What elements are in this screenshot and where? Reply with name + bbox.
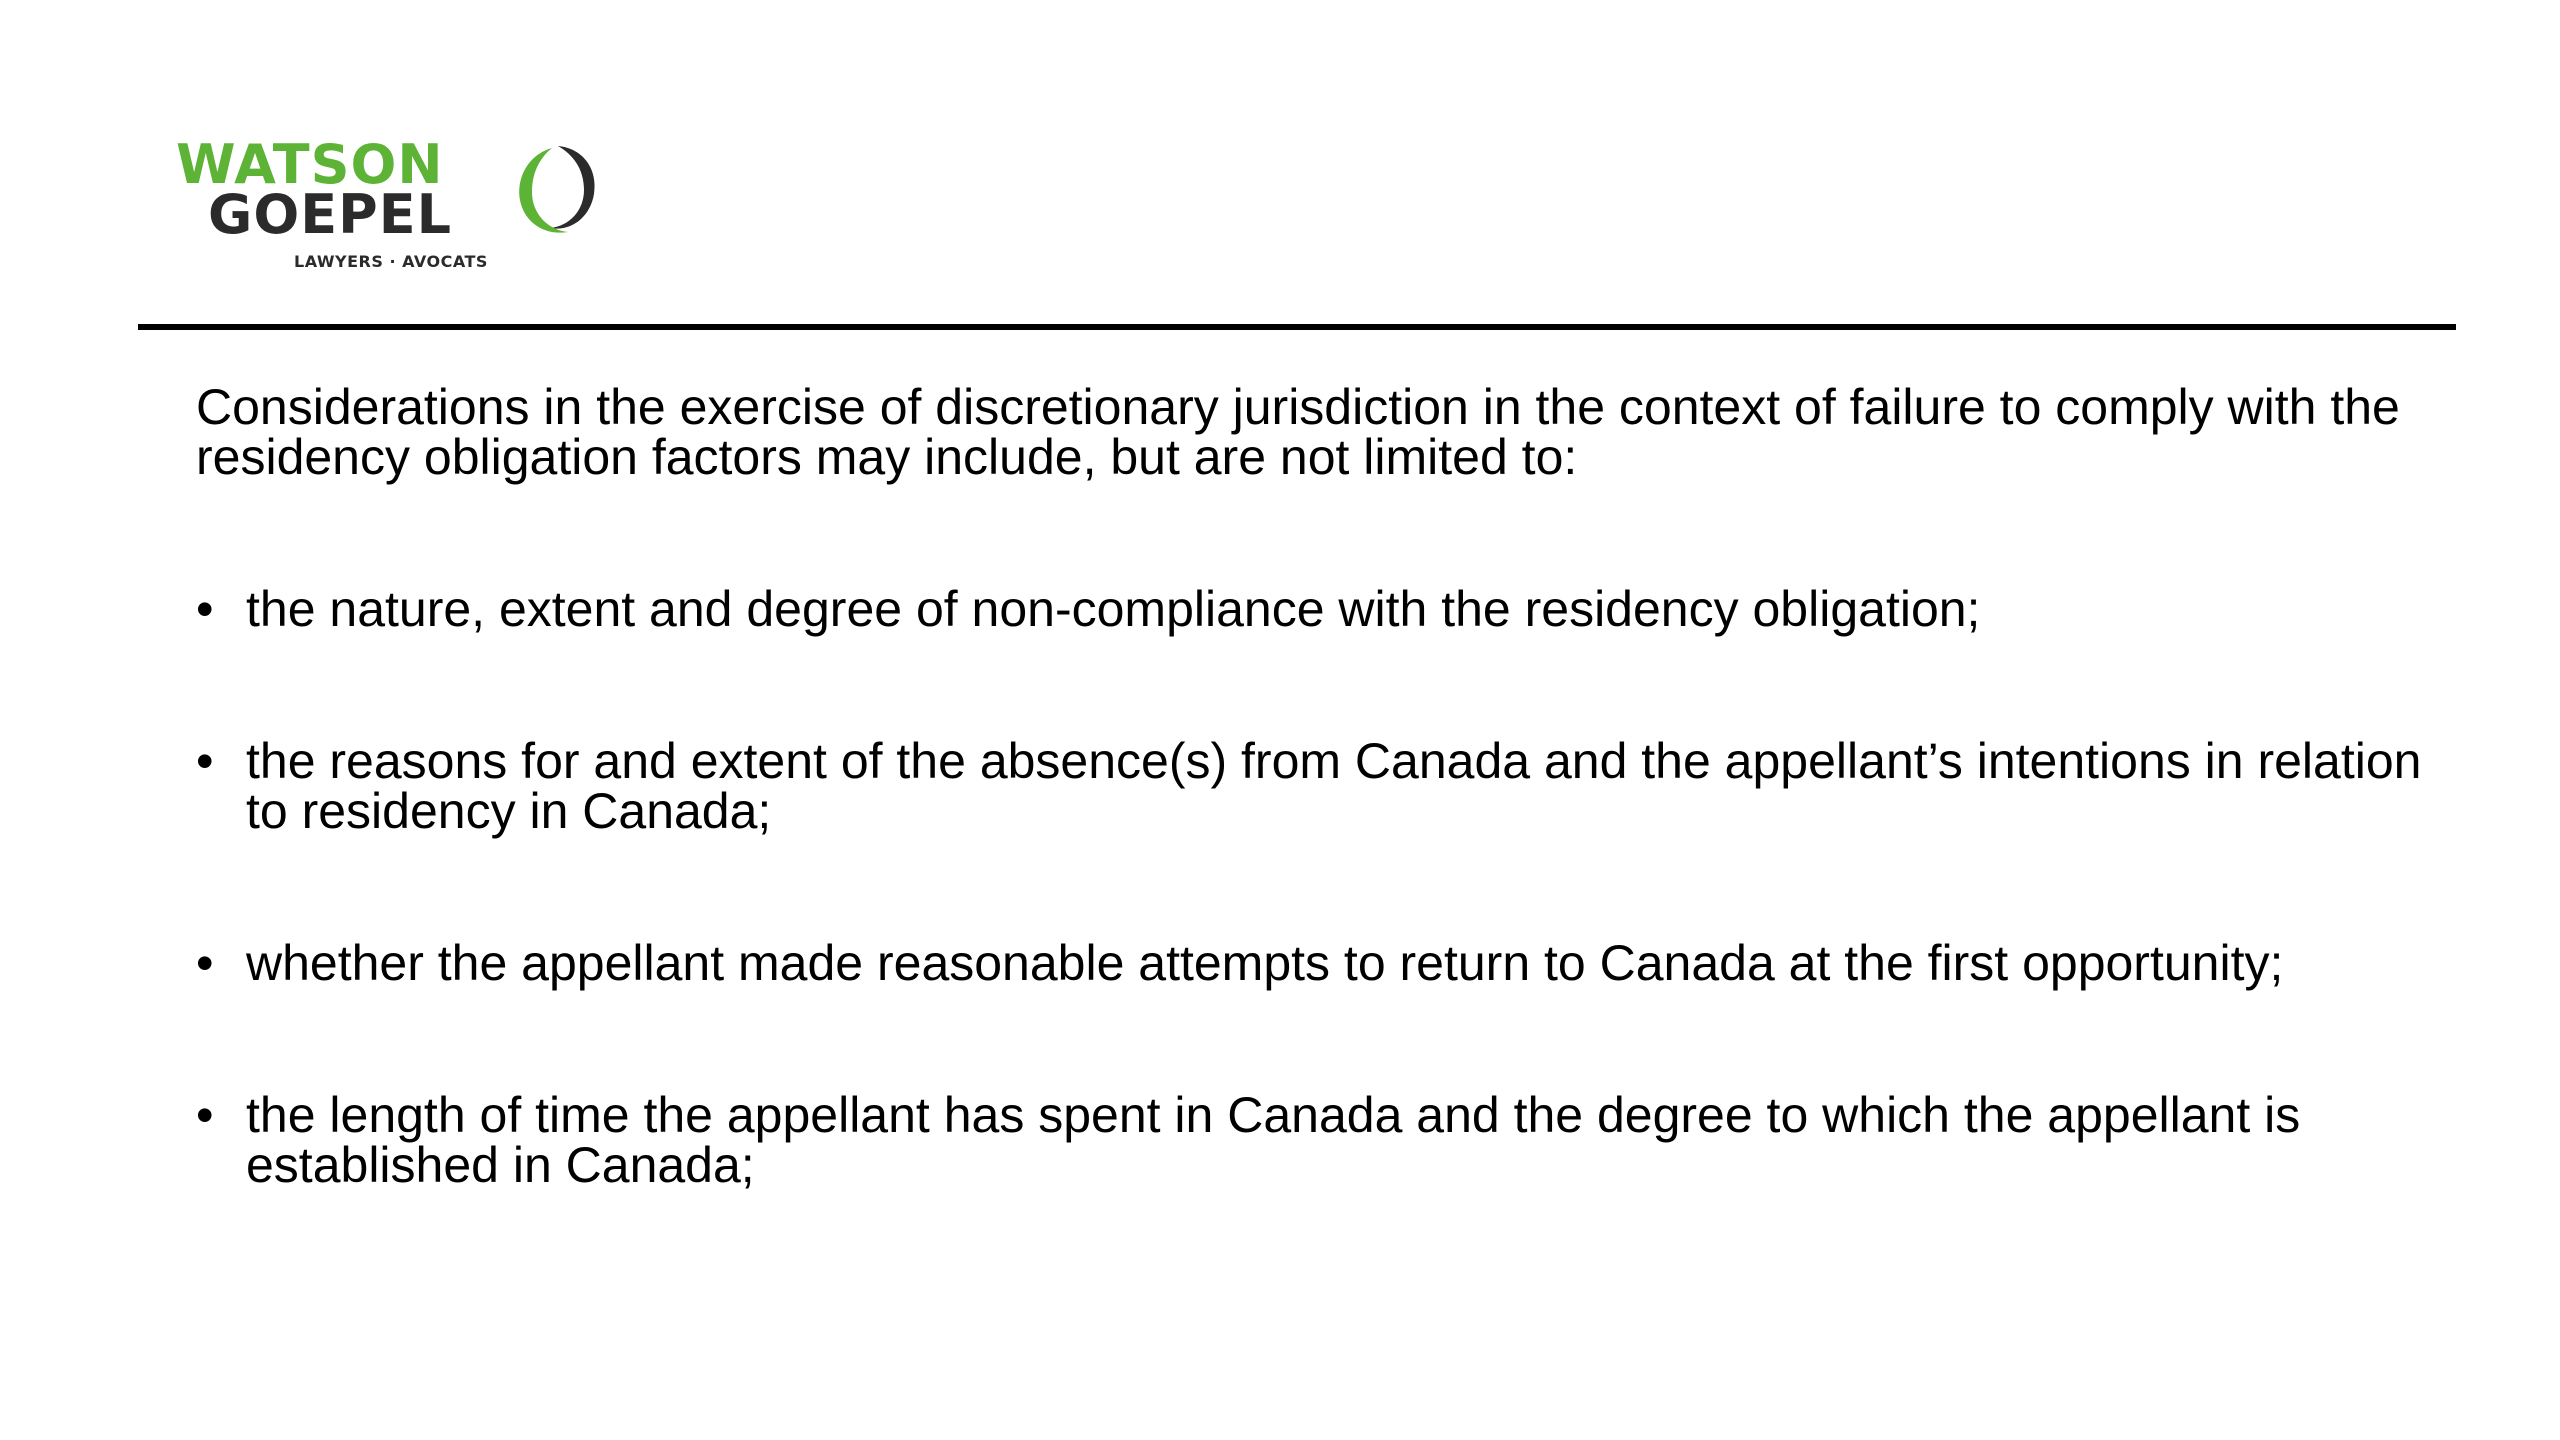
logo-line-watson: WATSON — [176, 133, 444, 196]
list-item-text: the length of time the appellant has spent in Canada and the degree to which the appellant is established in Canada; — [246, 1087, 2301, 1193]
logo-subtitle: LAWYERS · AVOCATS — [294, 252, 488, 271]
bullet-icon: • — [196, 1087, 214, 1143]
bullet-icon: • — [196, 935, 214, 991]
list-item — [196, 733, 2436, 839]
intro-paragraph: Considerations in the exercise of discretionary jurisdiction in the context of failure to comply with the residency obligation factors may include, but are not limited to: — [196, 379, 2400, 485]
factor-list — [196, 581, 2436, 1193]
list-item — [196, 581, 2436, 637]
slide-body — [196, 379, 2436, 1292]
logo-line-goepel: GOEPEL — [208, 183, 452, 246]
list-item — [196, 1087, 2436, 1193]
firm-logo — [176, 133, 616, 278]
list-item — [196, 935, 2436, 991]
header-divider — [138, 324, 2456, 330]
bullet-icon: • — [196, 733, 214, 789]
list-item-text: the nature, extent and degree of non-compliance with the residency obligation; — [246, 581, 1981, 637]
list-item-text: the reasons for and extent of the absence(s) from Canada and the appellant’s intentions in relation to residency in Canada; — [246, 733, 2422, 839]
circle-swoosh-icon — [512, 138, 602, 238]
bullet-icon: • — [196, 581, 214, 637]
list-item-text: whether the appellant made reasonable attempts to return to Canada at the first opportunity; — [246, 935, 2284, 991]
